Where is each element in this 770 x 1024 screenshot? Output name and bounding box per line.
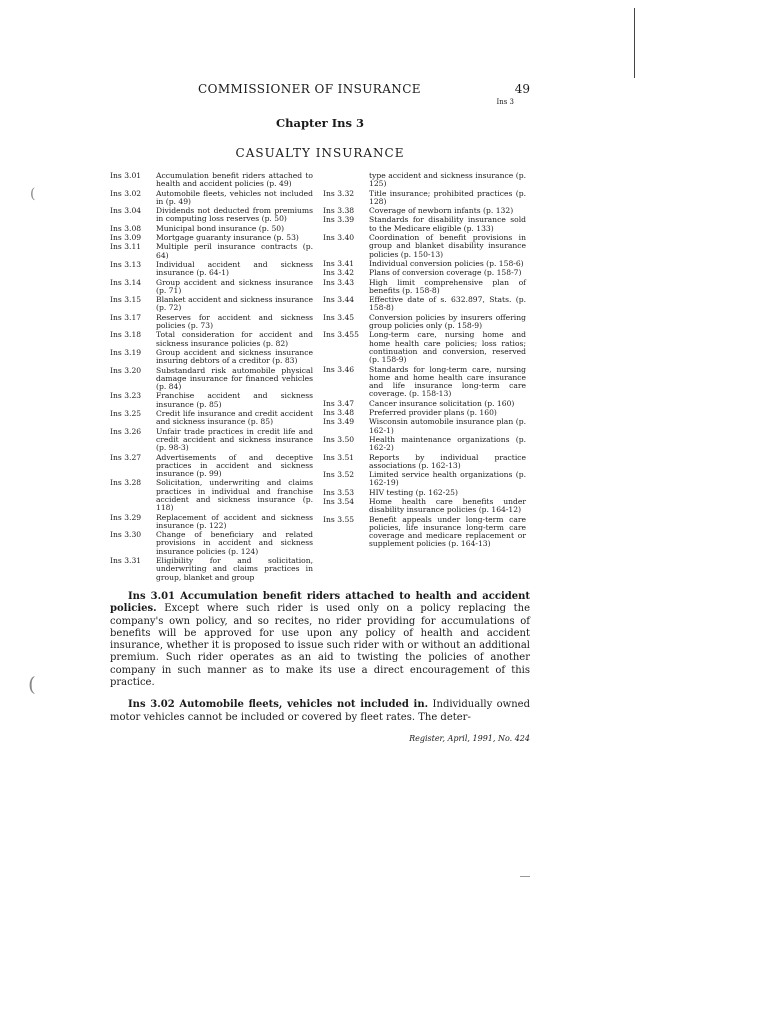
document-page (110, 82, 530, 743)
toc-entry-number: Ins 3.455 (323, 330, 359, 340)
toc-entry (110, 172, 317, 189)
toc-entry (110, 514, 317, 531)
toc-entry-number: Ins 3.26 (110, 426, 142, 436)
toc-entry-number: Ins 3.32 (323, 188, 355, 198)
page-mark (520, 876, 530, 877)
toc-entry-title: Title insurance; prohibited practices (p. 128) (369, 188, 526, 206)
toc-entry-title: Credit life insurance and credit accident and sickness insurance (p. 85) (156, 409, 313, 427)
toc-entry (323, 296, 530, 313)
toc-entry-title: Long-term care, nursing home and home health care policies; loss ratios; continuation and conversion, reserved (p. 158-9) (369, 330, 526, 365)
toc-entry-number: Ins 3.45 (323, 312, 355, 322)
toc-entry-number (323, 172, 369, 189)
toc-entry (323, 279, 530, 296)
toc-entry (323, 418, 530, 435)
toc-entry-title: Individual conversion policies (p. 158-6) (369, 258, 524, 268)
toc-entry-number: Ins 3.38 (323, 206, 355, 216)
toc-entry-number: Ins 3.14 (110, 277, 142, 287)
section-lead: Ins 3.02 Automobile fleets, vehicles not included in. (128, 699, 429, 711)
toc-entry-title: Total consideration for accident and sickness insurance policies (p. 82) (156, 330, 313, 348)
toc-entry-number: Ins 3.47 (323, 398, 355, 408)
toc-entry-number: Ins 3.52 (323, 470, 355, 480)
toc-entry-title: Preferred provider plans (p. 160) (369, 408, 497, 418)
toc-entry (323, 400, 530, 408)
header-chapter-tag: Ins 3 (496, 98, 514, 106)
toc-entry-number: Ins 3.40 (323, 233, 355, 243)
toc-entry (110, 234, 317, 242)
toc-entry-number: Ins 3.50 (323, 434, 355, 444)
toc-entry-title: Substandard risk automobile physical damage insurance for financed vehicles (p. 84) (156, 365, 313, 392)
toc-entry (110, 225, 317, 233)
toc-entry-number: Ins 3.08 (110, 223, 142, 233)
toc-entry-title: Replacement of accident and sickness insurance (p. 122) (156, 512, 313, 530)
toc-entry-title: Benefit appeals under long-term care policies, life insurance long-term care coverage and medicare replacement or supplement policies (p. 164-13) (369, 514, 526, 549)
toc-entry (110, 410, 317, 427)
toc-entry-title: Wisconsin automobile insurance plan (p. 162-1) (369, 417, 526, 435)
toc-entry-number: Ins 3.41 (323, 258, 355, 268)
toc-entry-title: Mortgage guaranty insurance (p. 53) (156, 233, 299, 243)
toc-entry-number: Ins 3.15 (110, 295, 142, 305)
toc-entry-number: Ins 3.25 (110, 409, 142, 419)
toc-right-column (317, 172, 530, 583)
toc-left-column (110, 172, 317, 583)
toc-entry (110, 207, 317, 224)
register-line: Register, April, 1991, No. 424 (409, 733, 530, 743)
toc-entry-number: Ins 3.09 (110, 233, 142, 243)
toc-entry-title: Reserves for accident and sickness policies (p. 73) (156, 312, 313, 331)
toc-entry (323, 366, 530, 399)
section-body: Individually owned motor vehicles cannot be included or covered by fleet rates. The deter- (110, 699, 531, 723)
toc-entry-number: Ins 3.46 (323, 364, 355, 374)
toc-entry-number: Ins 3.01 (110, 171, 142, 180)
toc-entry-title: Standards for disability insurance sold to the Medicare eligible (p. 133) (369, 215, 526, 233)
toc-entry (323, 436, 530, 453)
toc-entry (323, 409, 530, 417)
toc-entry-number: Ins 3.23 (110, 391, 142, 401)
toc-entry-title: Home health care benefits under disability insurance policies (p. 164-12) (369, 496, 526, 515)
toc-entry-title: Advertisements of and deceptive practices in accident and sickness insurance (p. 99) (156, 452, 313, 479)
scan-mark: ( (28, 672, 36, 696)
section-paragraph (110, 591, 530, 689)
rule-text (110, 591, 530, 724)
toc-entry-number: Ins 3.42 (323, 268, 355, 278)
toc-entry-number: Ins 3.48 (323, 408, 355, 418)
toc-entry (110, 557, 317, 582)
toc-entry (110, 331, 317, 348)
toc-entry-number: Ins 3.29 (110, 512, 142, 522)
toc-entry (323, 216, 530, 233)
table-of-contents (110, 172, 530, 583)
toc-entry (110, 392, 317, 409)
toc-entry (110, 428, 317, 453)
toc-entry-number: Ins 3.02 (110, 188, 142, 198)
page-number: 49 (514, 82, 530, 96)
toc-entry (323, 516, 530, 549)
toc-entry-number: Ins 3.54 (323, 496, 355, 506)
toc-entry-title: Solicitation, underwriting and claims practices in individual and franchise accident and sickness insurance (p. 118) (156, 478, 313, 513)
toc-entry-number: Ins 3.49 (323, 417, 355, 427)
toc-entry-title: Coverage of newborn infants (p. 132) (369, 206, 514, 216)
toc-entry (110, 314, 317, 331)
chapter-title: Chapter Ins 3 (276, 116, 364, 130)
toc-entry-title: Coordination of benefit provisions in group and blanket disability insurance policies (p. 150-13) (369, 233, 526, 259)
toc-entry (323, 489, 530, 497)
toc-entry-title: Group accident and sickness insurance insuring debtors of a creditor (p. 83) (156, 347, 313, 366)
toc-entry-number: Ins 3.51 (323, 452, 355, 462)
toc-entry-title: type accident and sickness insurance (p. 125) (369, 171, 526, 189)
scan-mark: ( (30, 186, 36, 202)
toc-entry (323, 454, 530, 471)
toc-entry-title: Unfair trade practices in credit life and credit accident and sickness insurance (p. 98-3) (156, 426, 313, 453)
toc-entry-number: Ins 3.55 (323, 514, 355, 524)
toc-entry-title: Cancer insurance solicitation (p. 160) (369, 398, 515, 408)
toc-entry-number: Ins 3.18 (110, 330, 142, 340)
toc-entry (323, 234, 530, 259)
toc-entry-number: Ins 3.20 (110, 365, 142, 375)
toc-entry-number: Ins 3.04 (110, 206, 142, 216)
toc-entry-title: Group accident and sickness insurance (p. 71) (156, 277, 313, 295)
toc-entry (110, 296, 317, 313)
toc-entry (110, 349, 317, 366)
toc-entry-title: Reports by individual practice associations (p. 162-13) (369, 452, 526, 470)
toc-entry (323, 172, 530, 189)
toc-entry (110, 479, 317, 512)
header-title: COMMISSIONER OF INSURANCE (198, 82, 421, 96)
toc-entry-title: Change of beneficiary and related provisions in accident and sickness insurance policies (p. 124) (156, 530, 313, 556)
running-header (110, 82, 530, 116)
section-lead: Ins 3.01 Accumulation benefit riders attached to health and accident policies. (110, 590, 530, 615)
toc-entry (323, 260, 530, 268)
toc-entry-title: Health maintenance organizations (p. 162-2) (369, 434, 526, 453)
toc-entry (323, 331, 530, 364)
toc-entry-number: Ins 3.39 (323, 215, 355, 225)
toc-entry-number: Ins 3.17 (110, 312, 142, 322)
toc-entry-number: Ins 3.44 (323, 295, 355, 305)
toc-entry-number: Ins 3.13 (110, 259, 142, 269)
toc-entry-title: Franchise accident and sickness insurance (p. 85) (156, 391, 313, 409)
toc-entry (323, 207, 530, 215)
section-paragraph (110, 699, 530, 724)
toc-entry-title: Blanket accident and sickness insurance (p. 72) (156, 295, 313, 313)
toc-entry (110, 243, 317, 260)
toc-entry-number: Ins 3.27 (110, 452, 142, 462)
toc-entry (110, 367, 317, 392)
toc-entry-number: Ins 3.28 (110, 478, 142, 488)
toc-entry-title: Accumulation benefit riders attached to health and accident policies (p. 49) (156, 171, 313, 189)
toc-entry-number: Ins 3.31 (110, 556, 142, 566)
toc-entry-title: High limit comprehensive plan of benefits (p. 158-8) (369, 277, 526, 295)
toc-entry (110, 261, 317, 278)
toc-entry-title: Individual accident and sickness insurance (p. 64-1) (156, 259, 313, 278)
toc-entry-title: Multiple peril insurance contracts (p. 64) (156, 242, 313, 260)
toc-entry-title: Conversion policies by insurers offering group policies only (p. 158-9) (369, 312, 526, 331)
toc-entry-title: Standards for long-term care, nursing home and home health care insurance and life insurance long-term care coverage. (p. 158-13) (369, 364, 526, 399)
toc-entry (323, 314, 530, 331)
toc-entry-title: HIV testing (p. 162-25) (369, 487, 458, 497)
toc-entry-title: Automobile fleets, vehicles not included in (p. 49) (156, 188, 313, 206)
toc-entry-number: Ins 3.43 (323, 277, 355, 287)
toc-entry-title: Plans of conversion coverage (p. 158-7) (369, 268, 522, 278)
toc-entry-title: Dividends not deducted from premiums in computing loss reserves (p. 50) (156, 206, 313, 224)
toc-entry-number: Ins 3.11 (110, 242, 142, 252)
toc-entry (323, 190, 530, 207)
toc-entry-number: Ins 3.53 (323, 487, 355, 497)
toc-entry-title: Eligibility for and solicitation, underwriting and claims practices in group, blanket and group (156, 556, 313, 582)
toc-entry (323, 471, 530, 488)
toc-entry (110, 279, 317, 296)
section-body: Except where such rider is used only on a policy replacing the company's own policy, and so recites, no rider providing for accumulations of benefits will be approved for use upon any policy of health and accident insurance, whether it is proposed to issue such rider with or without an additional premium. Such rider operates as an aid to twisting the policies of another company in such manner as to make its use a direct encouragement of this practice. (110, 603, 531, 689)
toc-entry-title: Effective date of s. 632.897, Stats. (p. 158-8) (369, 295, 526, 313)
toc-entry (323, 498, 530, 515)
toc-entry (110, 190, 317, 207)
toc-entry-number: Ins 3.19 (110, 347, 142, 357)
page-edge-line (634, 8, 635, 78)
toc-entry (323, 269, 530, 277)
toc-entry (110, 454, 317, 479)
toc-entry (110, 531, 317, 556)
toc-entry-title: Limited service health organizations (p. 162-19) (369, 470, 526, 488)
chapter-heading: CASUALTY INSURANCE (235, 146, 405, 160)
toc-entry-number: Ins 3.30 (110, 530, 142, 540)
toc-entry-title: Municipal bond insurance (p. 50) (156, 223, 285, 233)
